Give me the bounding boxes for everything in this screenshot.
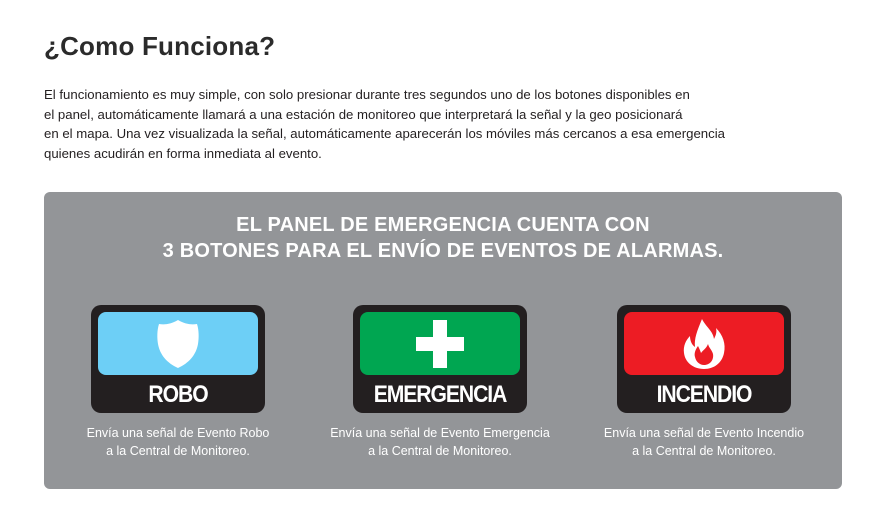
plus-icon — [414, 318, 466, 370]
robo-description-line: a la Central de Monitoreo. — [106, 443, 250, 458]
panel-heading-line: 3 BOTONES PARA EL ENVÍO DE EVENTOS DE ALARMAS. — [162, 240, 724, 262]
panel-heading-line: EL PANEL DE EMERGENCIA CUENTA CON — [236, 214, 650, 236]
flame-icon — [680, 317, 728, 371]
robo-description-line: Envía una señal de Evento Robo — [86, 426, 270, 440]
emergencia-description — [310, 425, 570, 460]
emergencia-button-label: EMERGENCIA — [373, 381, 507, 408]
emergencia-button-face — [360, 312, 520, 375]
incendio-button-face — [624, 312, 784, 375]
incendio-description-line: a la Central de Monitoreo. — [632, 443, 776, 458]
intro-paragraph — [44, 85, 834, 163]
robo-button[interactable] — [91, 305, 265, 413]
intro-line: quienes acudirán en forma inmediata al evento. — [44, 145, 322, 161]
robo-description — [48, 425, 308, 460]
robo-button-face — [98, 312, 258, 375]
intro-line: en el mapa. Una vez visualizada la señal, automáticamente aparecerán los móviles más cercanos a esa emergencia — [44, 126, 725, 141]
page-title: ¿Como Funciona? — [44, 31, 276, 61]
emergency-panel — [44, 192, 842, 489]
robo-button-label: ROBO — [148, 381, 208, 408]
intro-line: El funcionamiento es muy simple, con solo presionar durante tres segundos uno de los botones disponibles en — [44, 87, 690, 102]
incendio-description-line: Envía una señal de Evento Incendio — [603, 426, 805, 440]
panel-heading — [44, 212, 842, 264]
intro-line: el panel, automáticamente llamará a una estación de monitoreo que interpretará la señal y la geo posicionará — [44, 106, 683, 122]
emergencia-description-line: a la Central de Monitoreo. — [368, 443, 512, 458]
emergencia-button[interactable] — [353, 305, 527, 413]
incendio-button[interactable] — [617, 305, 791, 413]
incendio-button-label: INCENDIO — [656, 381, 752, 408]
shield-icon — [155, 318, 201, 370]
incendio-description — [574, 425, 834, 460]
emergencia-description-line: Envía una señal de Evento Emergencia — [330, 426, 550, 440]
